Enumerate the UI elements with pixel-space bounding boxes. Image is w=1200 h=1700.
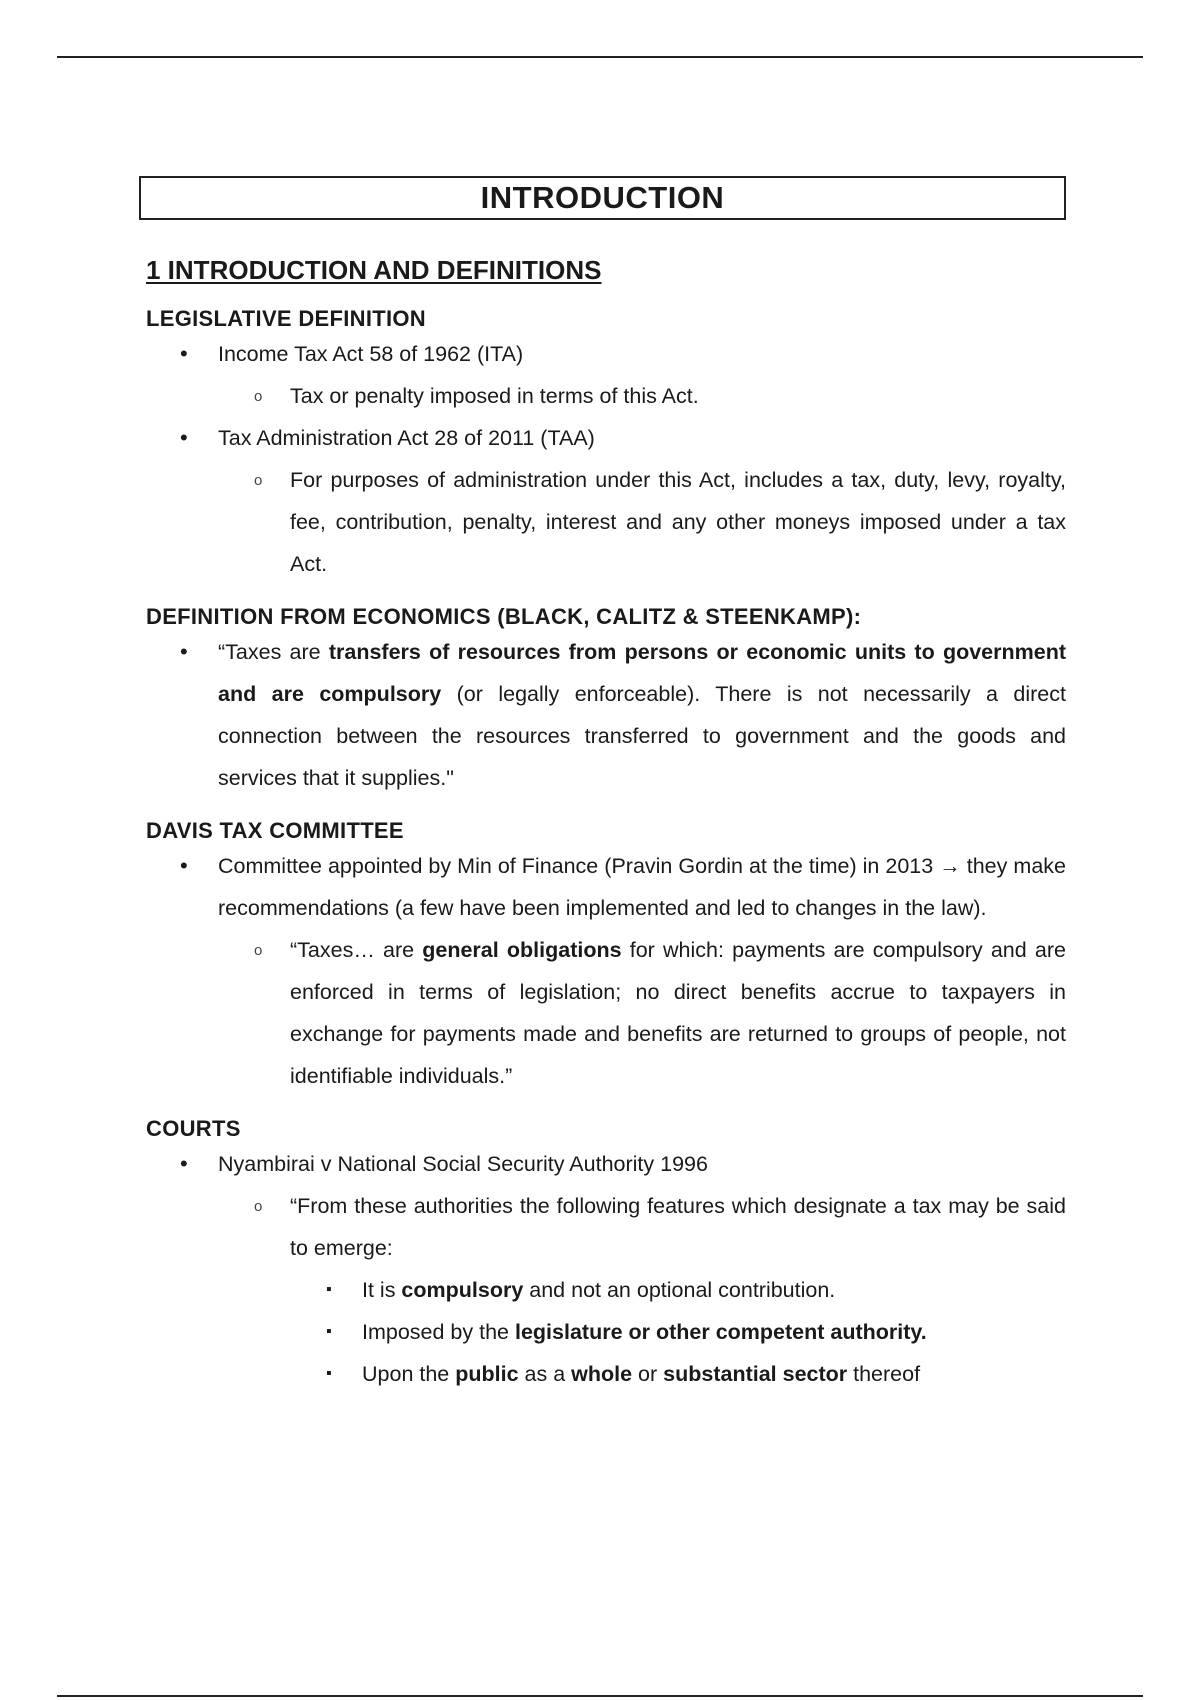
courts-list [146,1143,1066,1395]
economics-heading: DEFINITION FROM ECONOMICS (BLACK, CALITZ & STEENKAMP): [146,604,862,629]
list-item [362,1311,1066,1353]
quote-text: (or legally enforceable). There is not necessarily a direct connection between the resources transferred to government and the goods and services that it supplies." [218,682,1066,790]
legislative-heading: LEGISLATIVE DEFINITION [146,306,426,331]
list-item [290,929,1066,1097]
courts-heading: COURTS [146,1116,241,1141]
quote-text: for which: payments are compulsory and are enforced in terms of legislation; no direct benefits accrue to taxpayers in exchange for payments made and benefits are returned to groups of people, not identifiable individuals.” [290,938,1066,1088]
feature-text: as a [518,1362,572,1386]
feature-emphasis: whole [571,1362,633,1386]
feature-text: Upon the [362,1362,456,1386]
quote-text: “Taxes… are [290,938,423,962]
legislative-list [146,333,1066,585]
feature-text: and not an optional contribution. [523,1278,836,1302]
feature-text: thereof [847,1362,921,1386]
feature-emphasis: compulsory [401,1278,524,1302]
feature-text: It is [362,1278,402,1302]
davis-list [146,845,1066,1097]
quote-emphasis: general obligations [422,938,622,962]
list-item: • Committee appointed by Min of Finance (Pravin Gordin at the time) in 2013 → they make recommendations (a few have been implemented and led to changes in the law). [218,845,1066,929]
list-item: o Tax or penalty imposed in terms of this Act. [290,375,1066,417]
quote-emphasis: transfers of resources from persons or economic units to government and are compulsory [218,640,1066,706]
list-item [362,1353,1066,1395]
header-rule [57,56,1143,58]
davis-heading: DAVIS TAX COMMITTEE [146,818,404,843]
list-item [362,1269,1066,1311]
page-title: INTRODUCTION [139,176,1066,220]
quote-text: “Taxes are [218,640,329,664]
section-heading: 1 INTRODUCTION AND DEFINITIONS [146,255,602,285]
list-item: • Income Tax Act 58 of 1962 (ITA) [218,333,1066,375]
list-item: • Tax Administration Act 28 of 2011 (TAA) [218,417,1066,459]
list-item: o “From these authorities the following features which designate a tax may be said to emerge: [290,1185,1066,1269]
document-page [146,176,1066,1395]
feature-text: or [632,1362,664,1386]
economics-list [146,631,1066,799]
feature-emphasis: public [455,1362,519,1386]
feature-emphasis: substantial sector [663,1362,848,1386]
footer-rule [57,1695,1143,1697]
feature-emphasis: legislature or other competent authority. [514,1320,927,1344]
list-item: • Nyambirai v National Social Security Authority 1996 [218,1143,1066,1185]
list-item [218,631,1066,799]
list-item: o For purposes of administration under this Act, includes a tax, duty, levy, royalty, fee, contribution, penalty, interest and any other moneys imposed under a tax Act. [290,459,1066,585]
feature-text: Imposed by the [362,1320,515,1344]
